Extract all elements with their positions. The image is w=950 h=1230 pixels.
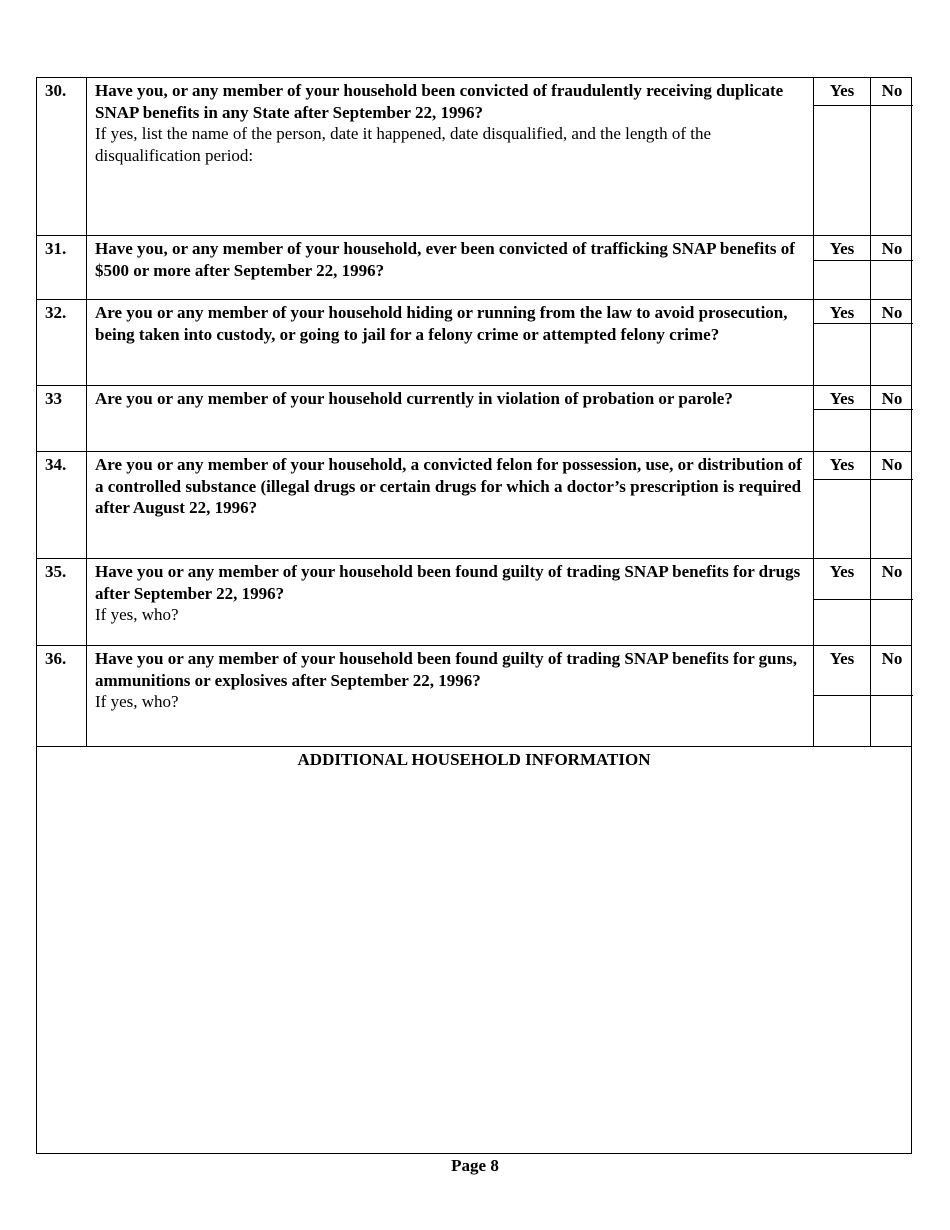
- question-text: Are you or any member of your household hiding or running from the law to avoid prosecution, being taken into custody, or going to jail for a felony crime or attempted felony crime?: [95, 303, 788, 344]
- question-text-cell: [87, 300, 813, 385]
- yes-column: [813, 452, 870, 558]
- yes-label: Yes: [814, 386, 870, 410]
- no-label: No: [871, 452, 913, 480]
- question-row-35: [36, 558, 912, 645]
- yes-checkbox[interactable]: [814, 324, 870, 385]
- no-checkbox[interactable]: [871, 600, 913, 645]
- question-row-31: [36, 235, 912, 299]
- question-row-36: [36, 645, 912, 746]
- additional-household-section: [36, 746, 912, 1154]
- no-checkbox[interactable]: [871, 410, 913, 451]
- question-row-34: [36, 451, 912, 558]
- yes-column: [813, 646, 870, 746]
- question-text: Have you, or any member of your household been convicted of fraudulently receiving duplicate SNAP benefits in any State after September 22, 1996?: [95, 81, 784, 122]
- yes-checkbox[interactable]: [814, 480, 870, 558]
- question-text-cell: [87, 78, 813, 235]
- no-checkbox[interactable]: [871, 261, 913, 299]
- question-number: 30.: [37, 78, 87, 235]
- yes-label: Yes: [814, 559, 870, 600]
- question-followup[interactable]: If yes, who?: [95, 692, 179, 711]
- no-label: No: [871, 386, 913, 410]
- question-text: Are you or any member of your household, a convicted felon for possession, use, or distribution of a controlled substance (illegal drugs or certain drugs for which a doctor’s prescription is required after August 22, 1996?: [95, 455, 802, 517]
- yes-checkbox[interactable]: [814, 410, 870, 451]
- yes-column: [813, 559, 870, 645]
- question-followup[interactable]: If yes, who?: [95, 605, 179, 624]
- yes-checkbox[interactable]: [814, 261, 870, 299]
- question-number: 32.: [37, 300, 87, 385]
- yes-column: [813, 386, 870, 451]
- question-number: 31.: [37, 236, 87, 299]
- no-checkbox[interactable]: [871, 480, 913, 558]
- question-followup[interactable]: If yes, list the name of the person, date it happened, date disqualified, and the length of the disqualification period:: [95, 124, 712, 165]
- question-number: 36.: [37, 646, 87, 746]
- question-number: 34.: [37, 452, 87, 558]
- no-column: [870, 452, 913, 558]
- no-column: [870, 386, 913, 451]
- no-column: [870, 300, 913, 385]
- yes-column: [813, 78, 870, 235]
- no-label: No: [871, 236, 913, 261]
- question-text: Have you, or any member of your household, ever been convicted of trafficking SNAP benefits of $500 or more after September 22, 1996?: [95, 239, 795, 280]
- yes-checkbox[interactable]: [814, 696, 870, 746]
- no-column: [870, 78, 913, 235]
- yes-label: Yes: [814, 78, 870, 106]
- question-text-cell: [87, 452, 813, 558]
- question-text: Have you or any member of your household been found guilty of trading SNAP benefits for drugs after September 22, 1996?: [95, 562, 801, 603]
- no-label: No: [871, 559, 913, 600]
- question-text: Have you or any member of your household been found guilty of trading SNAP benefits for guns, ammunitions or explosives after September 22, 1996?: [95, 649, 797, 690]
- question-row-33: [36, 385, 912, 451]
- additional-info-textarea[interactable]: [37, 773, 911, 1153]
- page-number: Page 8: [451, 1156, 499, 1175]
- question-number: 35.: [37, 559, 87, 645]
- section-title: ADDITIONAL HOUSEHOLD INFORMATION: [297, 750, 651, 769]
- yes-column: [813, 300, 870, 385]
- yes-label: Yes: [814, 300, 870, 324]
- no-column: [870, 646, 913, 746]
- yes-label: Yes: [814, 646, 870, 696]
- yes-checkbox[interactable]: [814, 106, 870, 234]
- no-checkbox[interactable]: [871, 106, 913, 234]
- no-checkbox[interactable]: [871, 696, 913, 746]
- question-number: 33: [37, 386, 87, 451]
- question-row-30: [36, 77, 912, 235]
- no-column: [870, 236, 913, 299]
- yes-label: Yes: [814, 452, 870, 480]
- no-label: No: [871, 78, 913, 106]
- question-row-32: [36, 299, 912, 385]
- no-label: No: [871, 646, 913, 696]
- question-text-cell: [87, 386, 813, 451]
- no-label: No: [871, 300, 913, 324]
- no-checkbox[interactable]: [871, 324, 913, 385]
- yes-checkbox[interactable]: [814, 600, 870, 645]
- question-text: Are you or any member of your household currently in violation of probation or parole?: [95, 389, 733, 408]
- question-text-cell: [87, 646, 813, 746]
- question-text-cell: [87, 236, 813, 299]
- yes-column: [813, 236, 870, 299]
- no-column: [870, 559, 913, 645]
- snap-questionnaire-form: [36, 77, 912, 1154]
- yes-label: Yes: [814, 236, 870, 261]
- question-text-cell: [87, 559, 813, 645]
